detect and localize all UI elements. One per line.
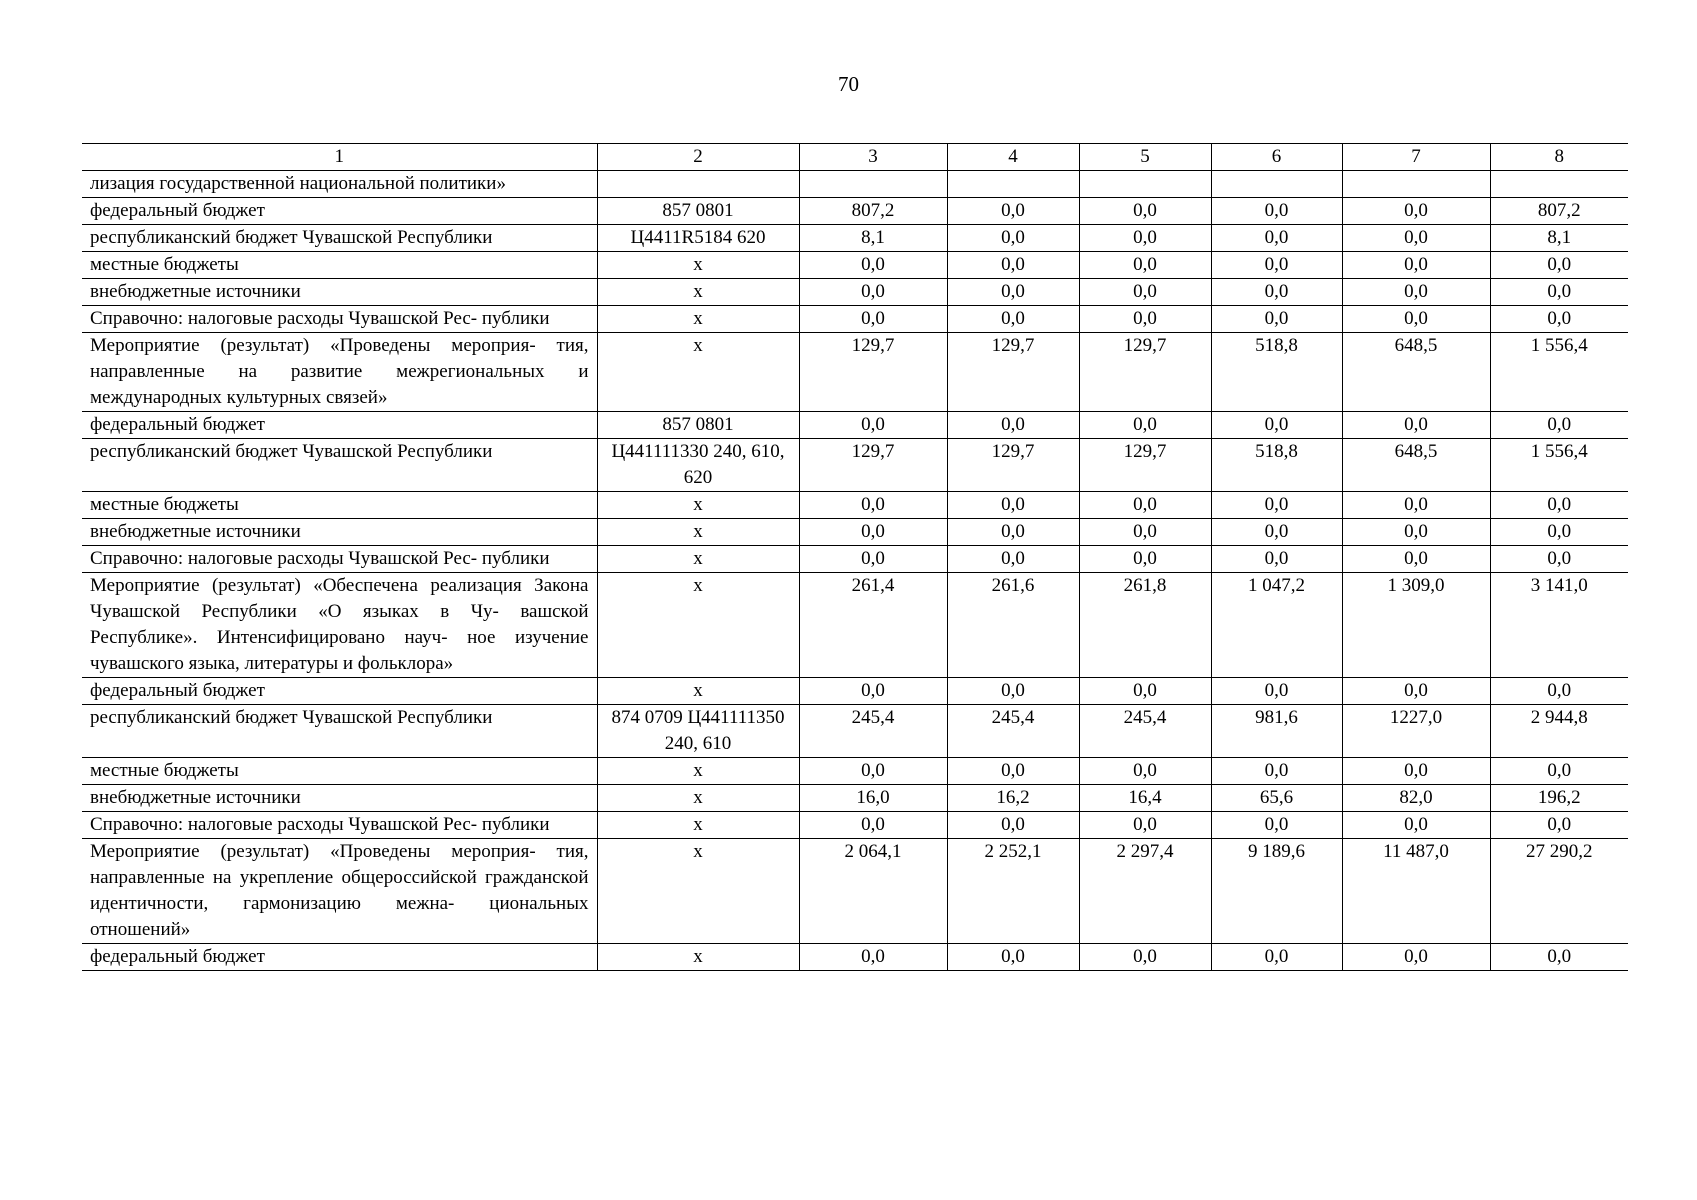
table-row — [82, 785, 1628, 812]
amount-cell: 0,0 — [1490, 812, 1628, 839]
amount-cell: 129,7 — [947, 333, 1079, 412]
table-row — [82, 678, 1628, 705]
amount-cell — [1211, 171, 1342, 198]
amount-cell: 0,0 — [1490, 279, 1628, 306]
amount-cell: 129,7 — [799, 333, 947, 412]
amount-cell: 0,0 — [1490, 519, 1628, 546]
amount-cell: 0,0 — [1079, 678, 1211, 705]
amount-cell: 0,0 — [1211, 519, 1342, 546]
amount-cell: 0,0 — [1079, 412, 1211, 439]
column-header: 2 — [597, 144, 799, 171]
amount-cell: 0,0 — [947, 519, 1079, 546]
row-description: Мероприятие (результат) «Обеспечена реализация Закона Чувашской Республики «О языках в Чу- вашской Республике». Интенсифицировано науч- ное изучение чувашского языка, литературы и фольклора» — [82, 573, 597, 678]
amount-cell: 0,0 — [799, 519, 947, 546]
amount-cell: 0,0 — [947, 678, 1079, 705]
budget-code: х — [597, 758, 799, 785]
amount-cell: 0,0 — [1490, 678, 1628, 705]
amount-cell: 16,4 — [1079, 785, 1211, 812]
amount-cell — [947, 171, 1079, 198]
budget-code: х — [597, 279, 799, 306]
row-description: местные бюджеты — [82, 252, 597, 279]
row-description: федеральный бюджет — [82, 412, 597, 439]
amount-cell — [1490, 171, 1628, 198]
amount-cell: 129,7 — [799, 439, 947, 492]
amount-cell: 0,0 — [1211, 225, 1342, 252]
amount-cell: 0,0 — [1490, 758, 1628, 785]
table-row — [82, 333, 1628, 412]
amount-cell: 0,0 — [1211, 758, 1342, 785]
page-number: 70 — [838, 72, 859, 96]
amount-cell: 0,0 — [1342, 519, 1490, 546]
amount-cell: 0,0 — [1490, 944, 1628, 971]
amount-cell: 0,0 — [947, 225, 1079, 252]
amount-cell: 1 047,2 — [1211, 573, 1342, 678]
amount-cell — [1079, 171, 1211, 198]
column-header: 4 — [947, 144, 1079, 171]
amount-cell: 1227,0 — [1342, 705, 1490, 758]
amount-cell: 0,0 — [1079, 546, 1211, 573]
amount-cell: 0,0 — [947, 492, 1079, 519]
amount-cell: 0,0 — [947, 412, 1079, 439]
amount-cell: 0,0 — [1342, 252, 1490, 279]
amount-cell: 0,0 — [1079, 225, 1211, 252]
table-row — [82, 705, 1628, 758]
amount-cell: 0,0 — [1079, 279, 1211, 306]
amount-cell: 0,0 — [799, 412, 947, 439]
amount-cell: 3 141,0 — [1490, 573, 1628, 678]
budget-code: Ц4411R5184 620 — [597, 225, 799, 252]
row-description: внебюджетные источники — [82, 279, 597, 306]
table-row — [82, 573, 1628, 678]
row-description: Справочно: налоговые расходы Чувашской Рес- публики — [82, 812, 597, 839]
amount-cell: 0,0 — [1490, 546, 1628, 573]
amount-cell: 0,0 — [799, 306, 947, 333]
amount-cell: 2 944,8 — [1490, 705, 1628, 758]
table-row — [82, 279, 1628, 306]
amount-cell: 0,0 — [799, 252, 947, 279]
amount-cell: 0,0 — [1079, 944, 1211, 971]
amount-cell: 0,0 — [947, 812, 1079, 839]
table-row — [82, 519, 1628, 546]
budget-code: Ц441111330 240, 610, 620 — [597, 439, 799, 492]
column-header: 3 — [799, 144, 947, 171]
budget-code: х — [597, 492, 799, 519]
amount-cell: 0,0 — [1342, 198, 1490, 225]
amount-cell — [799, 171, 947, 198]
amount-cell: 129,7 — [947, 439, 1079, 492]
amount-cell: 65,6 — [1211, 785, 1342, 812]
budget-code: х — [597, 839, 799, 944]
budget-code: х — [597, 519, 799, 546]
budget-code: х — [597, 252, 799, 279]
row-description: Мероприятие (результат) «Проведены мероприя- тия, направленные на укрепление общероссийской гражданской идентичности, гармонизацию межна- циональных отношений» — [82, 839, 597, 944]
amount-cell: 245,4 — [1079, 705, 1211, 758]
row-description: Справочно: налоговые расходы Чувашской Рес- публики — [82, 546, 597, 573]
amount-cell: 0,0 — [1211, 492, 1342, 519]
amount-cell: 0,0 — [1490, 306, 1628, 333]
table-row — [82, 171, 1628, 198]
column-header: 1 — [82, 144, 597, 171]
amount-cell: 518,8 — [1211, 333, 1342, 412]
amount-cell: 0,0 — [1342, 678, 1490, 705]
budget-code — [597, 171, 799, 198]
table-row — [82, 758, 1628, 785]
budget-code: х — [597, 306, 799, 333]
amount-cell: 129,7 — [1079, 333, 1211, 412]
amount-cell: 129,7 — [1079, 439, 1211, 492]
table-row — [82, 225, 1628, 252]
amount-cell: 196,2 — [1490, 785, 1628, 812]
amount-cell: 0,0 — [947, 198, 1079, 225]
amount-cell: 0,0 — [1342, 279, 1490, 306]
amount-cell: 2 297,4 — [1079, 839, 1211, 944]
amount-cell: 0,0 — [1342, 812, 1490, 839]
budget-code: х — [597, 812, 799, 839]
amount-cell: 518,8 — [1211, 439, 1342, 492]
amount-cell: 0,0 — [1211, 546, 1342, 573]
amount-cell: 0,0 — [1211, 198, 1342, 225]
amount-cell: 807,2 — [799, 198, 947, 225]
column-header: 7 — [1342, 144, 1490, 171]
amount-cell: 8,1 — [1490, 225, 1628, 252]
amount-cell: 0,0 — [1490, 412, 1628, 439]
amount-cell: 245,4 — [947, 705, 1079, 758]
amount-cell: 0,0 — [947, 758, 1079, 785]
table-row — [82, 839, 1628, 944]
column-header: 8 — [1490, 144, 1628, 171]
amount-cell: 0,0 — [799, 279, 947, 306]
budget-table — [82, 143, 1628, 971]
amount-cell: 261,4 — [799, 573, 947, 678]
amount-cell: 0,0 — [1079, 252, 1211, 279]
amount-cell: 0,0 — [1342, 944, 1490, 971]
amount-cell: 0,0 — [799, 678, 947, 705]
table-body — [82, 144, 1628, 971]
table-row — [82, 944, 1628, 971]
amount-cell: 2 064,1 — [799, 839, 947, 944]
column-header: 5 — [1079, 144, 1211, 171]
amount-cell: 648,5 — [1342, 333, 1490, 412]
row-description: республиканский бюджет Чувашской Республики — [82, 705, 597, 758]
row-description: внебюджетные источники — [82, 519, 597, 546]
amount-cell: 11 487,0 — [1342, 839, 1490, 944]
budget-code: х — [597, 678, 799, 705]
amount-cell: 0,0 — [1490, 252, 1628, 279]
amount-cell: 0,0 — [1342, 492, 1490, 519]
amount-cell: 0,0 — [1211, 944, 1342, 971]
row-description: местные бюджеты — [82, 758, 597, 785]
amount-cell: 0,0 — [1342, 758, 1490, 785]
amount-cell: 8,1 — [799, 225, 947, 252]
amount-cell: 0,0 — [1211, 412, 1342, 439]
budget-code: 874 0709 Ц441111350 240, 610 — [597, 705, 799, 758]
amount-cell: 0,0 — [799, 492, 947, 519]
amount-cell: 0,0 — [947, 944, 1079, 971]
row-description: федеральный бюджет — [82, 198, 597, 225]
amount-cell: 245,4 — [799, 705, 947, 758]
row-description: Справочно: налоговые расходы Чувашской Рес- публики — [82, 306, 597, 333]
amount-cell: 1 556,4 — [1490, 333, 1628, 412]
table-row — [82, 812, 1628, 839]
amount-cell: 0,0 — [1211, 678, 1342, 705]
row-description: республиканский бюджет Чувашской Республики — [82, 225, 597, 252]
budget-code: 857 0801 — [597, 198, 799, 225]
amount-cell: 0,0 — [799, 944, 947, 971]
amount-cell: 0,0 — [1342, 225, 1490, 252]
amount-cell: 0,0 — [1490, 492, 1628, 519]
table-row — [82, 546, 1628, 573]
amount-cell: 807,2 — [1490, 198, 1628, 225]
amount-cell: 0,0 — [1079, 758, 1211, 785]
amount-cell: 0,0 — [947, 279, 1079, 306]
amount-cell: 261,8 — [1079, 573, 1211, 678]
table-row — [82, 198, 1628, 225]
amount-cell: 0,0 — [799, 546, 947, 573]
amount-cell: 0,0 — [799, 812, 947, 839]
amount-cell: 261,6 — [947, 573, 1079, 678]
amount-cell: 0,0 — [1342, 412, 1490, 439]
amount-cell: 0,0 — [947, 306, 1079, 333]
amount-cell: 0,0 — [1079, 306, 1211, 333]
table-row — [82, 306, 1628, 333]
amount-cell: 648,5 — [1342, 439, 1490, 492]
amount-cell: 0,0 — [1079, 519, 1211, 546]
amount-cell: 0,0 — [1211, 252, 1342, 279]
amount-cell: 0,0 — [1342, 546, 1490, 573]
table-row — [82, 252, 1628, 279]
budget-code: х — [597, 546, 799, 573]
amount-cell: 981,6 — [1211, 705, 1342, 758]
row-description: внебюджетные источники — [82, 785, 597, 812]
budget-code: 857 0801 — [597, 412, 799, 439]
row-description: республиканский бюджет Чувашской Республики — [82, 439, 597, 492]
amount-cell: 0,0 — [1211, 279, 1342, 306]
amount-cell: 9 189,6 — [1211, 839, 1342, 944]
amount-cell: 82,0 — [1342, 785, 1490, 812]
amount-cell: 0,0 — [1211, 306, 1342, 333]
table-row — [82, 492, 1628, 519]
amount-cell: 0,0 — [1342, 306, 1490, 333]
amount-cell: 0,0 — [799, 758, 947, 785]
amount-cell: 0,0 — [947, 546, 1079, 573]
amount-cell: 2 252,1 — [947, 839, 1079, 944]
row-description: федеральный бюджет — [82, 944, 597, 971]
row-description: федеральный бюджет — [82, 678, 597, 705]
row-description: местные бюджеты — [82, 492, 597, 519]
amount-cell: 0,0 — [1211, 812, 1342, 839]
row-description: лизация государственной национальной политики» — [82, 171, 597, 198]
amount-cell: 16,2 — [947, 785, 1079, 812]
table-row — [82, 439, 1628, 492]
budget-code: х — [597, 944, 799, 971]
budget-code: х — [597, 573, 799, 678]
table-header-row — [82, 144, 1628, 171]
budget-code: х — [597, 333, 799, 412]
amount-cell: 27 290,2 — [1490, 839, 1628, 944]
amount-cell — [1342, 171, 1490, 198]
column-header: 6 — [1211, 144, 1342, 171]
table-row — [82, 412, 1628, 439]
amount-cell: 0,0 — [1079, 198, 1211, 225]
amount-cell: 16,0 — [799, 785, 947, 812]
amount-cell: 1 556,4 — [1490, 439, 1628, 492]
row-description: Мероприятие (результат) «Проведены мероприя- тия, направленные на развитие межрегиональных и международных культурных связей» — [82, 333, 597, 412]
budget-code: х — [597, 785, 799, 812]
amount-cell: 1 309,0 — [1342, 573, 1490, 678]
amount-cell: 0,0 — [947, 252, 1079, 279]
amount-cell: 0,0 — [1079, 812, 1211, 839]
amount-cell: 0,0 — [1079, 492, 1211, 519]
